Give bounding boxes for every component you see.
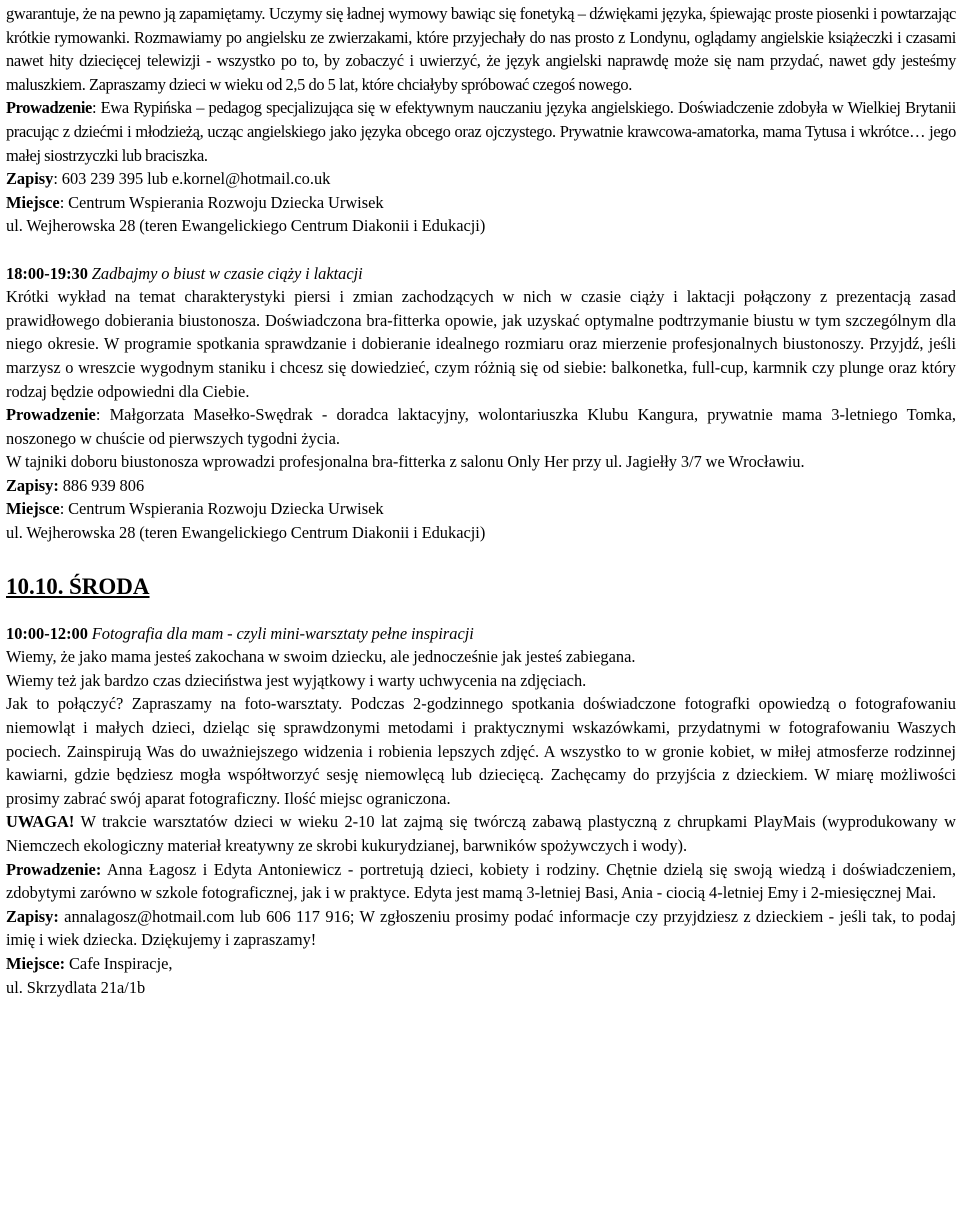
bust-event-address: ul. Wejherowska 28 (teren Ewangelickiego Centrum Diakonii i Edukacji) (6, 523, 486, 543)
english-class-address: ul. Wejherowska 28 (teren Ewangelickiego Centrum Diakonii i Edukacji) (6, 216, 486, 236)
lead-label: Prowadzenie (6, 98, 92, 118)
signup-text: : 603 239 395 lub e.kornel@hotmail.co.uk (53, 169, 331, 189)
day-heading: 10.10. ŚRODA (6, 573, 150, 599)
place-label: Miejsce (6, 499, 60, 519)
photo-event-address: ul. Skrzydlata 21a/1b (6, 977, 146, 997)
photo-event-line-2: Wiemy też jak bardzo czas dzieciństwa jest wyjątkowy i warty uchwycenia na zdjęciach. (6, 670, 587, 690)
photo-event-lead (6, 858, 956, 905)
signup-text: 886 939 806 (58, 475, 145, 495)
photo-event-heading (6, 622, 956, 646)
photo-event-line-1: Wiemy, że jako mama jesteś zakochana w swoim dziecku, ale jednocześnie jak jesteś zabiegana. (6, 647, 636, 667)
event-time: 18:00-19:30 (6, 263, 88, 283)
lead-text: : Ewa Rypińska – pedagog specjalizująca się w efektywnym nauczaniu języka angielskiego. Doświadczenie zdobyła w Wielkiej Brytanii pracując z dziećmi i młodzieżą, ucząc angielskiego jako języka obcego oraz ojczystego. Prywatnie krawcowa-amatorka, mama Tytusa i wkrótce… jego małej siostrzyczki lub braciszka. (6, 98, 956, 165)
signup-label: Zapisy (6, 169, 54, 189)
photo-event-warning (6, 810, 956, 857)
lead-text: : Małgorzata Masełko-Swędrak - doradca laktacyjny, wolontariuszka Klubu Kangura, prywatnie mama 3-letniego Tomka, noszonego w chuście od pierwszych tygodni życia. (6, 405, 956, 448)
english-class-description: gwarantuje, że na pewno ją zapamiętamy. Uczymy się ładnej wymowy bawiąc się fonetyką – dźwiękami języka, śpiewając proste piosenki i powtarzając krótkie rymowanki. Rozmawiamy po angielsku ze zwierzakami, które przyjechały do nas prosto z Londynu, oglądamy angielskie książeczki i czasami nawet hity dziecięcej telewizji - wszystko po to, by zobaczyć i uwierzyć, że język angielski naprawdę może się nam przydać, nawet gdy jesteśmy maluszkiem. Zapraszamy dzieci w wieku od 2,5 do 5 lat, które chciałyby spróbować czegoś nowego. (6, 4, 956, 94)
lead-text: Anna Łagosz i Edyta Antoniewicz - portretują dzieci, kobiety i rodziny. Chętnie dzielą się swoją wiedzą i doświadczeniem, zdobytymi zarówno w szkole fotograficznej, jak i w praktyce. Edyta jest mamą 3-letniej Basi, Ania - ciocią 4-letniej Emy i 2-miesięcznej Mai. (6, 859, 956, 903)
spacer (6, 238, 956, 262)
bust-event-lead (6, 403, 956, 450)
lead-label: Prowadzenie: (6, 859, 102, 879)
place-label: Miejsce (6, 192, 60, 212)
warning-label: UWAGA! (6, 812, 75, 832)
bust-event-place (6, 497, 956, 521)
place-text: : Centrum Wspierania Rozwoju Dziecka Urwisek (59, 192, 384, 212)
lead-label: Prowadzenie (6, 405, 96, 425)
place-text: : Centrum Wspierania Rozwoju Dziecka Urwisek (59, 499, 384, 519)
warning-text: W trakcie warsztatów dzieci w wieku 2-10 lat zajmą się twórczą zabawą plastyczną z chrupkami PlayMais (wyprodukowany w Niemczech ekologiczny materiał kreatywny ze skrobi kukurydzianej, barwników spożywczych i wody). (6, 812, 956, 855)
english-class-lead (6, 96, 956, 167)
photo-event-description: Jak to połączyć? Zapraszamy na foto-warsztaty. Podczas 2-godzinnego spotkania doświadczone fotografki opowiedzą o fotografowaniu niemowląt i małych dzieci, dzieląc się sprawdzonymi metodami i praktycznymi wskazówkami, przydatnymi w fotografowaniu Waszych pociech. Zainspirują Was do uważniejszego widzenia i robienia lepszych zdjęć. A wszystko to w gronie kobiet, w miłej atmosferze rodzinnej kawiarni, gdzie będziesz mogła współtworzyć sesję niemowlęcą lub dziecięcą. Zachęcamy do przyjścia z dzieckiem. W miarę możliwości prosimy zabrać swój aparat fotograficzny. Ilość miejsc ograniczona. (6, 694, 956, 808)
english-class-place (6, 191, 956, 215)
english-class-signup (6, 167, 956, 191)
bust-event-signup (6, 474, 956, 498)
photo-event-place (6, 952, 956, 976)
signup-label: Zapisy: (6, 475, 59, 495)
event-title: Fotografia dla mam - czyli mini-warsztaty pełne inspiracji (91, 623, 474, 643)
bust-event-heading (6, 262, 956, 286)
photo-event-signup (6, 905, 956, 952)
bust-event-description: Krótki wykład na temat charakterystyki piersi i zmian zachodzących w nich w czasie ciąży i laktacji połączony z prezentacją zasad prawidłowego dobierania biustonosza. Doświadczona bra-fitterka opowie, jak uzyskać optymalne podtrzymanie biustu w tym szczególnym dla niego okresie. W programie spotkania sprawdzanie i dobieranie idealnego rozmiaru oraz mierzenie profesjonalnych biustonoszy. Przyjdź, jeśli marzysz o wreszcie wygodnym staniku i chcesz się dowiedzieć, czym różnią się od siebie: balkonetka, full-cup, karmnik czy plunge oraz który rodzaj będzie odpowiedni dla Ciebie. (6, 287, 956, 401)
spacer (6, 545, 956, 573)
bust-event-extra: W tajniki doboru biustonosza wprowadzi profesjonalna bra-fitterka z salonu Only Her przy ul. Jagiełły 3/7 we Wrocławiu. (6, 452, 805, 472)
signup-label: Zapisy: (6, 906, 59, 926)
event-title: Zadbajmy o biust w czasie ciąży i laktacji (91, 263, 363, 283)
event-time: 10:00-12:00 (6, 623, 88, 643)
spacer (6, 601, 956, 622)
place-label: Miejsce: (6, 953, 66, 973)
place-text: Cafe Inspiracje, (65, 953, 173, 973)
signup-text: annalagosz@hotmail.com lub 606 117 916; W zgłoszeniu prosimy podać informacje czy przyjdziesz z dzieckiem - jeśli tak, to podaj imię i wiek dziecka. Dziękujemy i zapraszamy! (6, 906, 956, 950)
